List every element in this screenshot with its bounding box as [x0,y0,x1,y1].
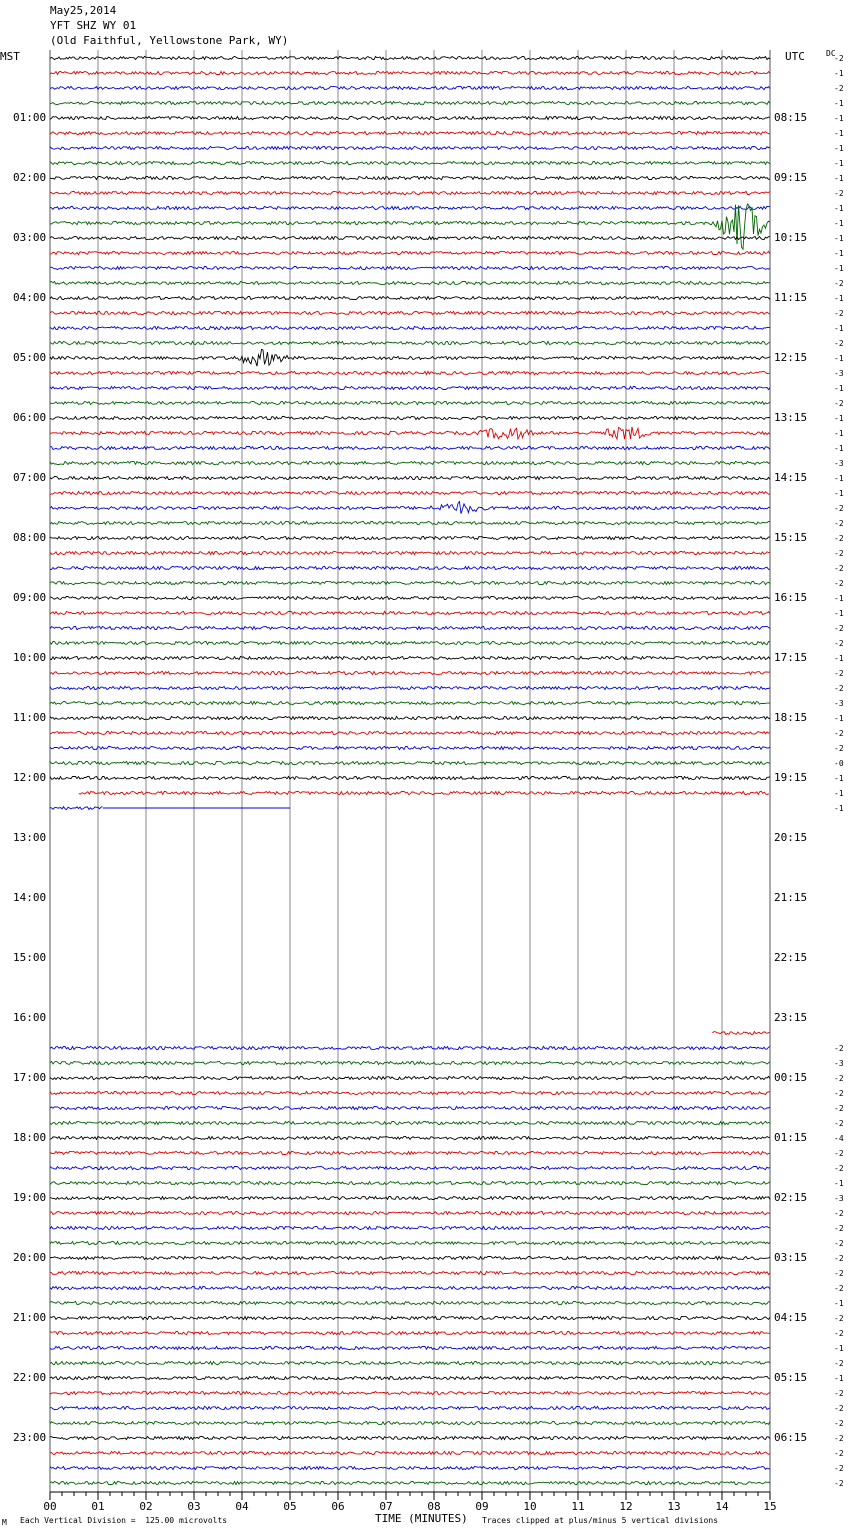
mst-hour-label: 01:00 [13,111,47,124]
trace-row-10 [50,206,770,209]
trace-row-66 [50,1046,770,1049]
trace-row-40 [50,656,770,659]
trace-row-95 [50,1481,770,1484]
dc-offset-label: -2 [834,504,844,513]
mst-hour-label: 10:00 [13,651,47,664]
x-tick-label: 01 [91,1500,105,1513]
trace-row-83 [50,1301,770,1304]
dc-offset-label: -2 [834,399,844,408]
mst-hour-label: 07:00 [13,471,47,484]
mst-hour-label: 09:00 [13,591,47,604]
dc-offset-label: -1 [834,1344,844,1353]
dc-offset-label: -2 [834,1104,844,1113]
dc-offset-label: -1 [834,654,844,663]
trace-row-29 [50,491,770,494]
utc-hour-label: 16:15 [774,591,808,604]
dc-offset-label: -2 [834,1434,844,1443]
dc-offset-label: -0 [834,759,844,768]
utc-hour-label: 11:15 [774,291,808,304]
dc-offset-label: -2 [834,1329,844,1338]
dc-offset-label: -2 [834,1269,844,1278]
dc-offset-label: -1 [834,354,844,363]
dc-offset-label: -1 [834,174,844,183]
x-tick-label: 03 [187,1500,201,1513]
trace-row-15 [50,281,770,284]
trace-row-73 [50,1151,770,1154]
dc-offset-label: -2 [834,519,844,528]
trace-row-41 [50,671,770,674]
dc-offset-label: -1 [834,234,844,243]
trace-row-65 [712,1032,769,1035]
trace-row-23 [50,401,770,404]
trace-row-28 [50,476,770,479]
utc-hour-label: 09:15 [774,171,808,184]
utc-hour-label: 04:15 [774,1311,808,1324]
trace-row-24 [50,416,770,419]
trace-row-37 [50,611,770,614]
utc-hour-label: 10:15 [774,231,808,244]
trace-group [50,56,770,1484]
trace-row-80 [50,1256,770,1259]
mst-hour-label: 05:00 [13,351,47,364]
mst-hour-label: 21:00 [13,1311,47,1324]
utc-hour-label: 05:15 [774,1371,808,1384]
trace-row-1 [50,71,770,74]
mst-hour-label: 16:00 [13,1011,47,1024]
trace-row-69 [50,1091,770,1094]
x-tick-label: 08 [427,1500,441,1513]
trace-row-4 [50,116,770,119]
right-timezone-label: UTC [785,50,805,63]
dc-offset-label: -2 [834,1239,844,1248]
dc-label: DC [826,49,836,58]
x-tick-label: 13 [667,1500,681,1513]
dc-offset-label: -2 [834,744,844,753]
dc-offset-label: -1 [834,414,844,423]
dc-offset-label: -2 [834,729,844,738]
trace-row-44 [50,716,770,719]
mst-hour-label: 17:00 [13,1071,47,1084]
trace-row-46 [50,746,770,749]
trace-row-26 [50,446,770,449]
dc-offset-label: -2 [834,1449,844,1458]
mst-hour-label: 19:00 [13,1191,47,1204]
dc-offset-label: -2 [834,1224,844,1233]
trace-row-50 [50,807,103,810]
dc-offset-label: -2 [834,54,844,63]
dc-offset-label: -2 [834,1254,844,1263]
trace-row-34 [50,566,770,569]
utc-hour-label: 08:15 [774,111,808,124]
trace-row-39 [50,641,770,644]
trace-row-20 [50,350,770,367]
trace-row-49 [79,791,769,794]
dc-offset-label: -2 [834,1314,844,1323]
dc-offset-label: -2 [834,564,844,573]
dc-offset-label: -1 [834,609,844,618]
mst-hour-label: 03:00 [13,231,47,244]
utc-hour-label: 13:15 [774,411,808,424]
trace-row-27 [50,461,770,464]
trace-row-3 [50,101,770,104]
trace-row-79 [50,1241,770,1244]
trace-row-91 [50,1421,770,1424]
dc-offset-label: -1 [834,429,844,438]
trace-row-67 [50,1061,770,1064]
header-station: YFT SHZ WY 01 [50,19,137,32]
trace-row-5 [50,131,770,134]
trace-row-86 [50,1346,770,1349]
trace-row-7 [50,161,770,164]
dc-offset-label: -3 [834,699,844,708]
trace-row-82 [50,1286,770,1289]
dc-offset-label: -2 [834,639,844,648]
trace-row-12 [50,236,770,239]
trace-row-13 [50,251,770,254]
trace-row-11 [50,204,770,249]
dc-offset-label: -4 [834,1134,844,1143]
utc-hour-label: 17:15 [774,651,808,664]
mst-hour-label: 04:00 [13,291,47,304]
dc-offset-label: -2 [834,339,844,348]
utc-hour-label: 18:15 [774,711,808,724]
trace-row-76 [50,1196,770,1199]
trace-row-93 [50,1451,770,1454]
mst-hour-label: 12:00 [13,771,47,784]
dc-offset-label: -1 [834,99,844,108]
mst-hour-label: 18:00 [13,1131,47,1144]
x-tick-label: 14 [715,1500,729,1513]
dc-offset-label: -3 [834,459,844,468]
trace-row-92 [50,1436,770,1439]
dc-offset-label: -2 [834,1089,844,1098]
trace-row-6 [50,146,770,149]
trace-row-9 [50,191,770,194]
dc-offset-label: -1 [834,129,844,138]
dc-offset-label: -1 [834,384,844,393]
dc-offset-label: -1 [834,714,844,723]
utc-hour-label: 20:15 [774,831,808,844]
utc-hour-label: 03:15 [774,1251,808,1264]
trace-row-43 [50,701,770,704]
x-tick-label: 09 [475,1500,489,1513]
utc-hour-label: 15:15 [774,531,808,544]
x-tick-label: 10 [523,1500,537,1513]
mst-hour-label: 08:00 [13,531,47,544]
dc-offset-label: -2 [834,549,844,558]
mst-hour-label: 20:00 [13,1251,47,1264]
dc-offset-label: -1 [834,69,844,78]
dc-offset-label: -1 [834,204,844,213]
utc-hour-label: 01:15 [774,1131,808,1144]
trace-row-2 [50,86,770,89]
dc-offset-label: -2 [834,1419,844,1428]
dc-offset-label: -1 [834,219,844,228]
x-tick-label: 04 [235,1500,249,1513]
dc-offset-label: -2 [834,189,844,198]
trace-row-21 [50,371,770,374]
mst-hour-label: 23:00 [13,1431,47,1444]
mst-hour-label: 11:00 [13,711,47,724]
dc-offset-label: -2 [834,684,844,693]
dc-offset-label: -2 [834,1389,844,1398]
dc-offset-label: -1 [834,294,844,303]
dc-offset-label: -2 [834,309,844,318]
trace-row-33 [50,551,770,554]
dc-offset-label: -2 [834,579,844,588]
utc-hour-label: 14:15 [774,471,808,484]
mst-hour-label: 06:00 [13,411,47,424]
trace-row-32 [50,536,770,539]
trace-row-87 [50,1361,770,1364]
trace-row-30 [50,502,770,514]
dc-offset-label: -2 [834,1149,844,1158]
mst-hour-label: 22:00 [13,1371,47,1384]
x-tick-label: 05 [283,1500,297,1513]
trace-row-72 [50,1136,770,1139]
dc-offset-label: -2 [834,1074,844,1083]
dc-offset-label: -2 [834,84,844,93]
trace-row-78 [50,1226,770,1229]
trace-row-38 [50,626,770,629]
trace-row-71 [50,1121,770,1124]
x-axis [43,1492,776,1513]
dc-offset-label: -1 [834,159,844,168]
dc-offset-label: -1 [834,1179,844,1188]
dc-offset-label: -2 [834,1119,844,1128]
dc-offset-label: -2 [834,1044,844,1053]
dc-offset-label: -2 [834,1359,844,1368]
dc-offset-label: -2 [834,1284,844,1293]
x-tick-label: 07 [379,1500,393,1513]
trace-row-16 [50,296,770,299]
x-tick-label: 15 [763,1500,777,1513]
x-tick-label: 12 [619,1500,633,1513]
trace-row-45 [50,731,770,734]
dc-offset-label: -2 [834,624,844,633]
dc-offset-label: -2 [834,279,844,288]
trace-row-74 [50,1166,770,1169]
mst-hour-label: 02:00 [13,171,47,184]
dc-offset-label: -2 [834,1209,844,1218]
x-tick-label: 11 [571,1500,585,1513]
dc-offset-label: -1 [834,594,844,603]
trace-row-94 [50,1466,770,1469]
dc-offset-label: -1 [834,114,844,123]
trace-row-70 [50,1106,770,1109]
left-timezone-label: MST [0,50,20,63]
trace-row-42 [50,686,770,689]
trace-row-89 [50,1391,770,1394]
trace-row-84 [50,1316,770,1319]
dc-offset-label: -2 [834,1404,844,1413]
trace-row-31 [50,521,770,524]
utc-hour-label: 00:15 [774,1071,808,1084]
trace-row-18 [50,326,770,329]
dc-offset-label: -3 [834,1194,844,1203]
dc-offset-label: -3 [834,369,844,378]
x-tick-label: 00 [43,1500,57,1513]
dc-offset-label: -1 [834,144,844,153]
x-tick-label: 06 [331,1500,345,1513]
dc-offset-label: -1 [834,324,844,333]
utc-hour-label: 02:15 [774,1191,808,1204]
dc-offset-label: -1 [834,444,844,453]
clip-note: Traces clipped at plus/minus 5 vertical divisions [482,1516,719,1525]
trace-row-17 [50,311,770,314]
dc-offset-label: -1 [834,249,844,258]
mst-hour-label: 14:00 [13,891,47,904]
dc-offset-label: -1 [834,789,844,798]
scale-note: Each Vertical Division = 125.00 microvolts [20,1516,228,1525]
utc-hour-label: 21:15 [774,891,808,904]
dc-offset-label: -1 [834,804,844,813]
dc-offset-label: -2 [834,669,844,678]
dc-offset-label: -2 [834,1464,844,1473]
trace-row-8 [50,176,770,179]
trace-row-77 [50,1211,770,1214]
dc-offset-label: -1 [834,264,844,273]
dc-offset-label: -1 [834,1374,844,1383]
mst-hour-label: 13:00 [13,831,47,844]
dc-offset-label: -3 [834,1059,844,1068]
header-date: May25,2014 [50,4,117,17]
trace-row-85 [50,1331,770,1334]
trace-row-81 [50,1271,770,1274]
x-axis-title: TIME (MINUTES) [375,1512,468,1525]
utc-hour-label: 23:15 [774,1011,808,1024]
trace-row-48 [50,776,770,779]
dc-offset-label: -1 [834,1299,844,1308]
trace-row-22 [50,386,770,389]
dc-offset-label: -2 [834,1164,844,1173]
header-location: (Old Faithful, Yellowstone Park, WY) [50,34,289,47]
trace-row-14 [50,266,770,269]
trace-row-36 [50,596,770,599]
utc-hour-label: 19:15 [774,771,808,784]
dc-offset-label: -2 [834,534,844,543]
trace-row-35 [50,581,770,584]
trace-row-68 [50,1076,770,1079]
dc-offset-label: -1 [834,474,844,483]
trace-row-75 [50,1181,770,1184]
utc-hour-label: 06:15 [774,1431,808,1444]
trace-row-0 [50,56,770,59]
dc-offset-label: -1 [834,489,844,498]
mst-hour-label: 15:00 [13,951,47,964]
x-tick-label: 02 [139,1500,153,1513]
trace-row-25 [50,427,770,439]
trace-row-90 [50,1406,770,1409]
dc-offset-label: -1 [834,774,844,783]
trace-row-47 [50,761,770,764]
utc-hour-label: 22:15 [774,951,808,964]
trace-row-19 [50,341,770,344]
dc-offset-label: -2 [834,1479,844,1488]
trace-row-88 [50,1376,770,1379]
footer-mark: M [2,1518,7,1527]
utc-hour-label: 12:15 [774,351,808,364]
